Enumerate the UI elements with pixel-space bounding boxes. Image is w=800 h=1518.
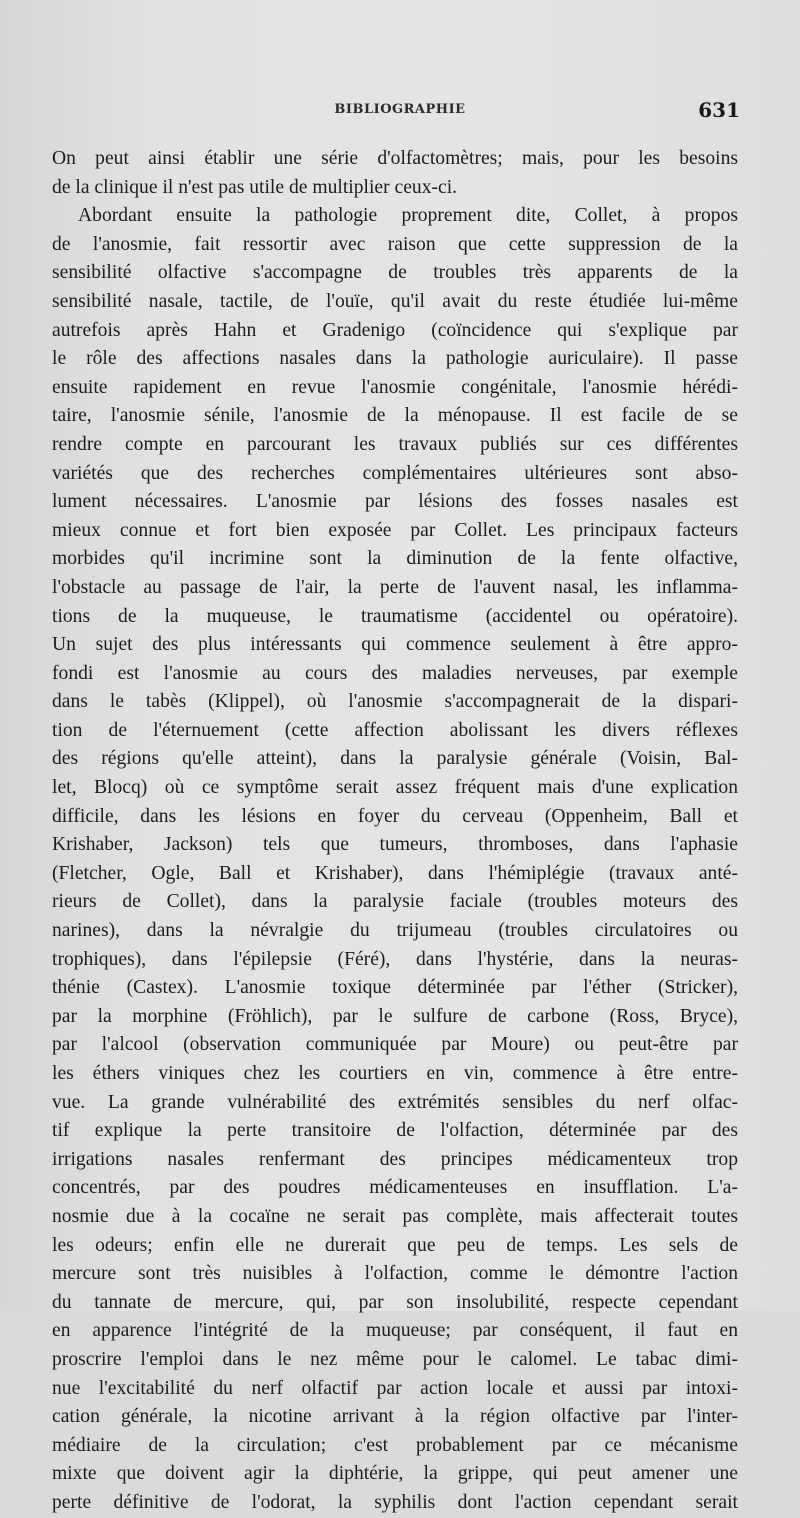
text-line: trophiques), dans l'épilepsie (Féré), dans l'hystérie, dans la neuras- <box>52 948 738 970</box>
text-line: perte définitive de l'odorat, la syphilis dont l'action cependant serait <box>52 1491 738 1513</box>
text-line: mercure sont très nuisibles à l'olfaction, comme le démontre l'action <box>52 1263 738 1285</box>
text-line: variétés que des recherches complémentaires ultérieures sont abso- <box>52 462 738 484</box>
text-line: sensibilité olfactive s'accompagne de troubles très apparents de la <box>52 262 738 284</box>
text-line: rieurs de Collet), dans la paralysie faciale (troubles moteurs des <box>52 891 738 913</box>
text-line: de la clinique il n'est pas utile de multiplier ceux-ci. <box>52 176 458 198</box>
text-line: (Fletcher, Ogle, Ball et Krishaber), dans l'hémiplégie (travaux anté- <box>52 862 738 884</box>
text-line: l'obstacle au passage de l'air, la perte de l'auvent nasal, les inflamma- <box>52 576 738 598</box>
text-line: let, Blocq) où ce symptôme serait assez fréquent mais d'une explication <box>52 777 738 799</box>
text-line: concentrés, par des poudres médicamenteuses en insufflation. L'a- <box>52 1177 738 1199</box>
text-line: mixte que doivent agir la diphtérie, la grippe, qui peut amener une <box>52 1463 738 1485</box>
text-line: sensibilité nasale, tactile, de l'ouïe, qu'il avait du reste étudiée lui-même <box>52 290 738 312</box>
text-line: narines), dans la névralgie du trijumeau (troubles circulatoires ou <box>52 920 738 942</box>
text-line: Un sujet des plus intéressants qui commence seulement à être appro- <box>52 634 738 656</box>
text-line: autrefois après Hahn et Gradenigo (coïncidence qui s'explique par <box>52 319 738 341</box>
text-line: le rôle des affections nasales dans la pathologie auriculaire). Il passe <box>52 348 738 370</box>
text-line: nue l'excitabilité du nerf olfactif par action locale et aussi par intoxi- <box>52 1377 738 1399</box>
text-line: tions de la muqueuse, le traumatisme (accidentel ou opératoire). <box>52 605 738 627</box>
text-line: tion de l'éternuement (cette affection abolissant les divers réflexes <box>52 719 738 741</box>
text-line: du tannate de mercure, qui, par son insolubilité, respecte cependant <box>52 1291 738 1313</box>
text-line: thénie (Castex). L'anosmie toxique déterminée par l'éther (Stricker), <box>52 977 738 999</box>
text-line: vue. La grande vulnérabilité des extrémités sensibles du nerf olfac- <box>52 1091 738 1113</box>
text-line: par l'alcool (observation communiquée par Moure) ou peut-être par <box>52 1034 738 1056</box>
text-line: nosmie due à la cocaïne ne serait pas complète, mais affecterait toutes <box>52 1205 738 1227</box>
body-text <box>52 145 738 1518</box>
text-line: irrigations nasales renfermant des principes médicamenteux trop <box>52 1148 738 1170</box>
text-line: taire, l'anosmie sénile, l'anosmie de la ménopause. Il est facile de se <box>52 405 738 427</box>
text-line: les éthers viniques chez les courtiers en vin, commence à être entre- <box>52 1063 738 1084</box>
text-line: les odeurs; enfin elle ne durerait que peu de temps. Les sels de <box>52 1234 738 1256</box>
text-line: rendre compte en parcourant les travaux publiés sur ces différentes <box>52 433 738 455</box>
text-line: Krishaber, Jackson) tels que tumeurs, thromboses, dans l'aphasie <box>52 834 738 856</box>
page-number: 631 <box>698 98 740 122</box>
text-line: lument nécessaires. L'anosmie par lésions des fosses nasales est <box>52 491 738 513</box>
text-line: difficile, dans les lésions en foyer du cerveau (Oppenheim, Ball et <box>52 805 738 827</box>
text-line: mieux connue et fort bien exposée par Collet. Les principaux facteurs <box>52 519 738 541</box>
text-line: de l'anosmie, fait ressortir avec raison que cette suppression de la <box>52 233 738 255</box>
text-line: Abordant ensuite la pathologie proprement dite, Collet, à propos <box>78 205 738 227</box>
text-line: ensuite rapidement en revue l'anosmie congénitale, l'anosmie hérédi- <box>52 376 738 398</box>
text-line: médiaire de la circulation; c'est probablement par ce mécanisme <box>52 1434 738 1456</box>
running-title: BIBLIOGRAPHIE <box>334 102 466 117</box>
text-line: fondi est l'anosmie au cours des maladies nerveuses, par exemple <box>52 662 738 684</box>
page-header <box>60 98 740 128</box>
text-line: On peut ainsi établir une série d'olfactomètres; mais, pour les besoins <box>52 148 738 169</box>
text-line: proscrire l'emploi dans le nez même pour le calomel. Le tabac dimi- <box>52 1348 738 1370</box>
text-line: cation générale, la nicotine arrivant à la région olfactive par l'inter- <box>52 1406 738 1428</box>
text-line: tif explique la perte transitoire de l'olfaction, déterminée par des <box>52 1120 738 1142</box>
text-line: morbides qu'il incrimine sont la diminution de la fente olfactive, <box>52 548 738 570</box>
text-line: par la morphine (Fröhlich), par le sulfure de carbone (Ross, Bryce), <box>52 1005 738 1027</box>
text-line: dans le tabès (Klippel), où l'anosmie s'accompagnerait de la dispari- <box>52 691 738 713</box>
text-line: en apparence l'intégrité de la muqueuse; par conséquent, il faut en <box>52 1320 738 1342</box>
text-line: des régions qu'elle atteint), dans la paralysie générale (Voisin, Bal- <box>52 748 738 770</box>
